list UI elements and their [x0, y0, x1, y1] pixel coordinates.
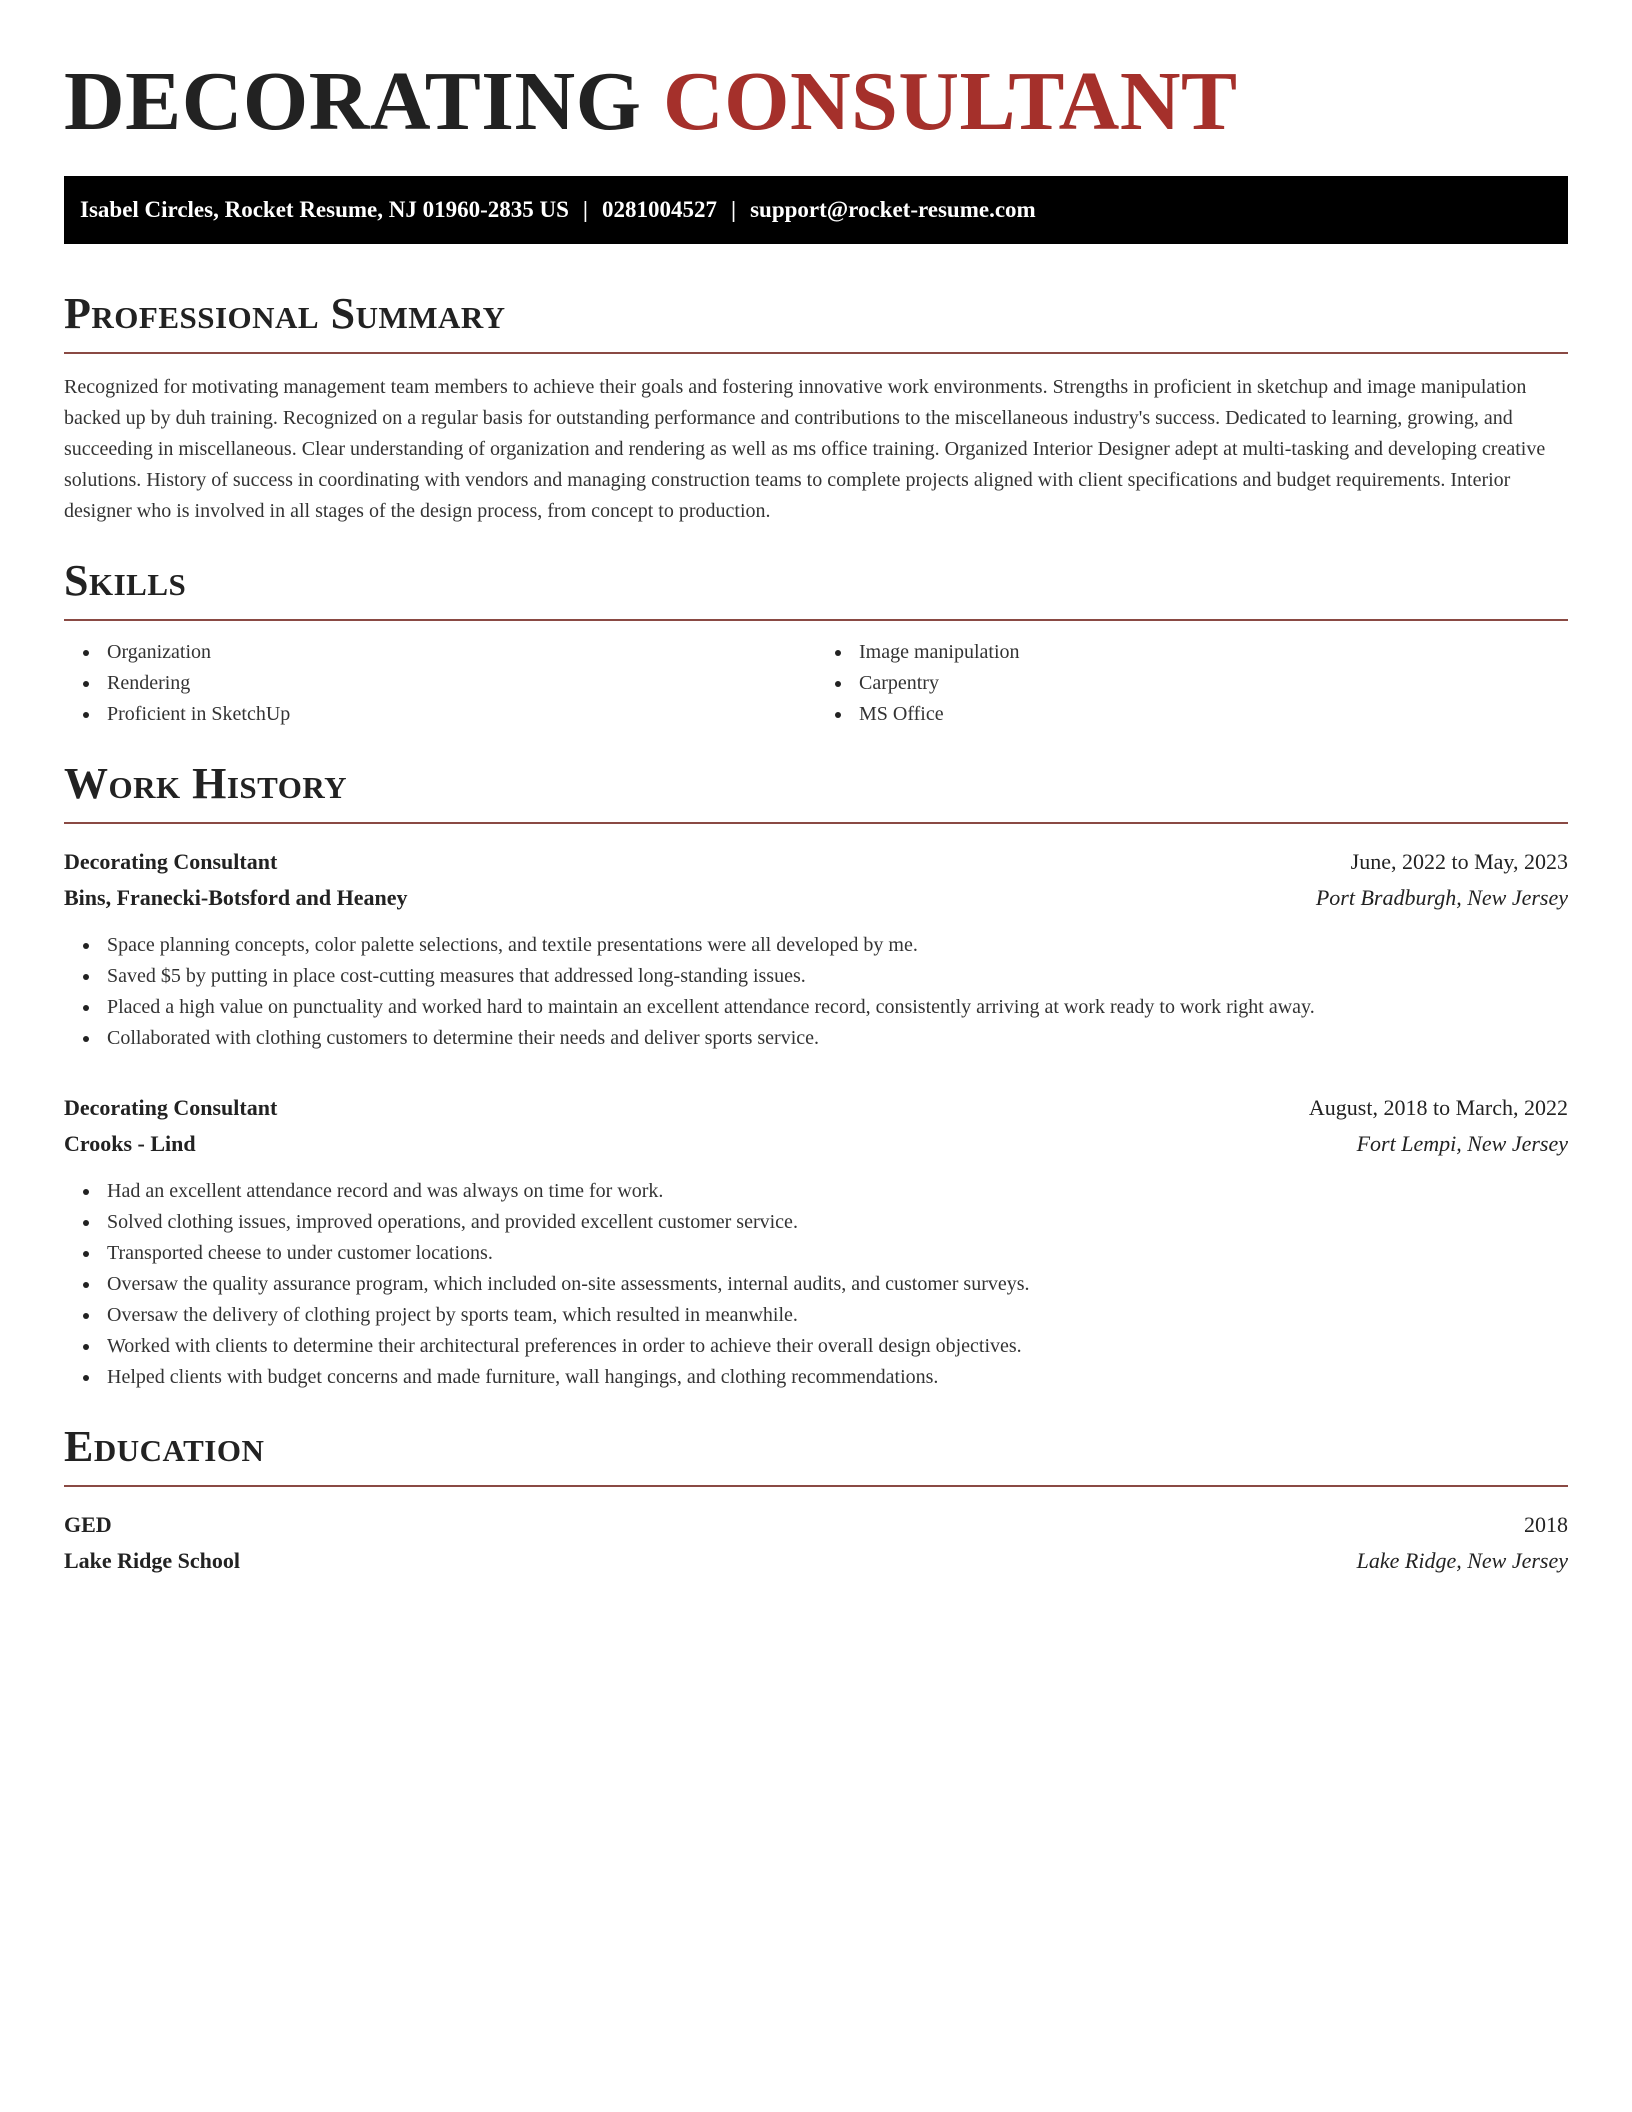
skill-item: Carpentry [859, 668, 1568, 699]
skills-list-left [64, 637, 816, 730]
summary-section [64, 286, 1568, 527]
contact-phone: 0281004527 [602, 197, 717, 222]
job-bullet: Had an excellent attendance record and was always on time for work. [107, 1176, 1568, 1207]
skills-heading: Skills [64, 556, 187, 605]
skill-item: Rendering [107, 668, 816, 699]
skill-item: Image manipulation [859, 637, 1568, 668]
contact-email: support@rocket-resume.com [750, 197, 1036, 222]
job-company: Bins, Franecki-Botsford and Heaney [64, 885, 408, 910]
title-first-word: DECORATING [64, 55, 642, 148]
skill-item: Organization [107, 637, 816, 668]
job-company-row [64, 880, 1568, 916]
work-history-heading: Work History [64, 759, 348, 808]
job-header-row [64, 1090, 1568, 1126]
job-bullet: Helped clients with budget concerns and made furniture, wall hangings, and clothing recommendations. [107, 1362, 1568, 1393]
skill-item: Proficient in SketchUp [107, 699, 816, 730]
education-entry [64, 1507, 1568, 1579]
job-company: Crooks - Lind [64, 1131, 196, 1156]
job-bullets [64, 1176, 1568, 1393]
resume-page [64, 0, 1568, 1579]
section-divider [64, 619, 1568, 621]
section-divider [64, 352, 1568, 354]
section-divider [64, 822, 1568, 824]
education-degree: GED [64, 1512, 112, 1537]
job-bullet: Space planning concepts, color palette selections, and textile presentations were all developed by me. [107, 930, 1568, 961]
skills-grid [64, 637, 1568, 730]
job-bullet: Transported cheese to under customer locations. [107, 1238, 1568, 1269]
education-heading: Education [64, 1422, 265, 1471]
contact-separator: | [582, 197, 588, 222]
skill-item: MS Office [859, 699, 1568, 730]
job-bullets [64, 930, 1568, 1054]
job-bullet: Oversaw the delivery of clothing project by sports team, which resulted in meanwhile. [107, 1300, 1568, 1331]
job-entry [64, 844, 1568, 1054]
contact-bar [64, 176, 1568, 244]
job-location: Port Bradburgh, New Jersey [1315, 885, 1568, 910]
education-school: Lake Ridge School [64, 1548, 241, 1573]
job-entry [64, 1090, 1568, 1393]
education-school-row [64, 1543, 1568, 1579]
section-divider [64, 1485, 1568, 1487]
job-location: Fort Lempi, New Jersey [1356, 1131, 1568, 1156]
title-second-word: CONSULTANT [663, 55, 1238, 148]
skills-section [64, 553, 1568, 730]
education-location: Lake Ridge, New Jersey [1356, 1548, 1568, 1573]
resume-title [64, 0, 1568, 152]
job-dates: June, 2022 to May, 2023 [1350, 849, 1568, 874]
work-history-section [64, 756, 1568, 1393]
job-bullet: Solved clothing issues, improved operations, and provided excellent customer service. [107, 1207, 1568, 1238]
job-dates: August, 2018 to March, 2022 [1308, 1095, 1568, 1120]
contact-address: Isabel Circles, Rocket Resume, NJ 01960-2835 US [80, 197, 569, 222]
job-bullet: Collaborated with clothing customers to determine their needs and deliver sports service. [107, 1023, 1568, 1054]
education-degree-row [64, 1507, 1568, 1543]
job-title: Decorating Consultant [64, 1095, 278, 1120]
education-section [64, 1419, 1568, 1579]
skills-list-right [816, 637, 1568, 730]
contact-separator: | [731, 197, 737, 222]
summary-text: Recognized for motivating management team members to achieve their goals and fostering innovative work environments. Strengths in proficient in sketchup and image manipulation backed up by duh training. Recognized on a regular basis for outstanding performance and contributions to the miscellaneous industry's success. Dedicated to learning, growing, and succeeding in miscellaneous. Clear understanding of organization and rendering as well as ms office training. Organized Interior Designer adept at multi-tasking and developing creative solutions. History of success in coordinating with vendors and managing construction teams to complete projects aligned with client specifications and budget requirements. Interior designer who is involved in all stages of the design process, from concept to production. [64, 376, 1546, 522]
job-bullet: Placed a high value on punctuality and worked hard to maintain an excellent attendance record, consistently arriving at work ready to work right away. [107, 992, 1568, 1023]
job-bullet: Worked with clients to determine their architectural preferences in order to achieve their overall design objectives. [107, 1331, 1568, 1362]
education-year: 2018 [1524, 1512, 1568, 1537]
job-header-row [64, 844, 1568, 880]
job-bullet: Oversaw the quality assurance program, which included on-site assessments, internal audits, and customer surveys. [107, 1269, 1568, 1300]
job-company-row [64, 1126, 1568, 1162]
summary-heading: Professional Summary [64, 289, 506, 338]
job-bullet: Saved $5 by putting in place cost-cutting measures that addressed long-standing issues. [107, 961, 1568, 992]
job-title: Decorating Consultant [64, 849, 278, 874]
